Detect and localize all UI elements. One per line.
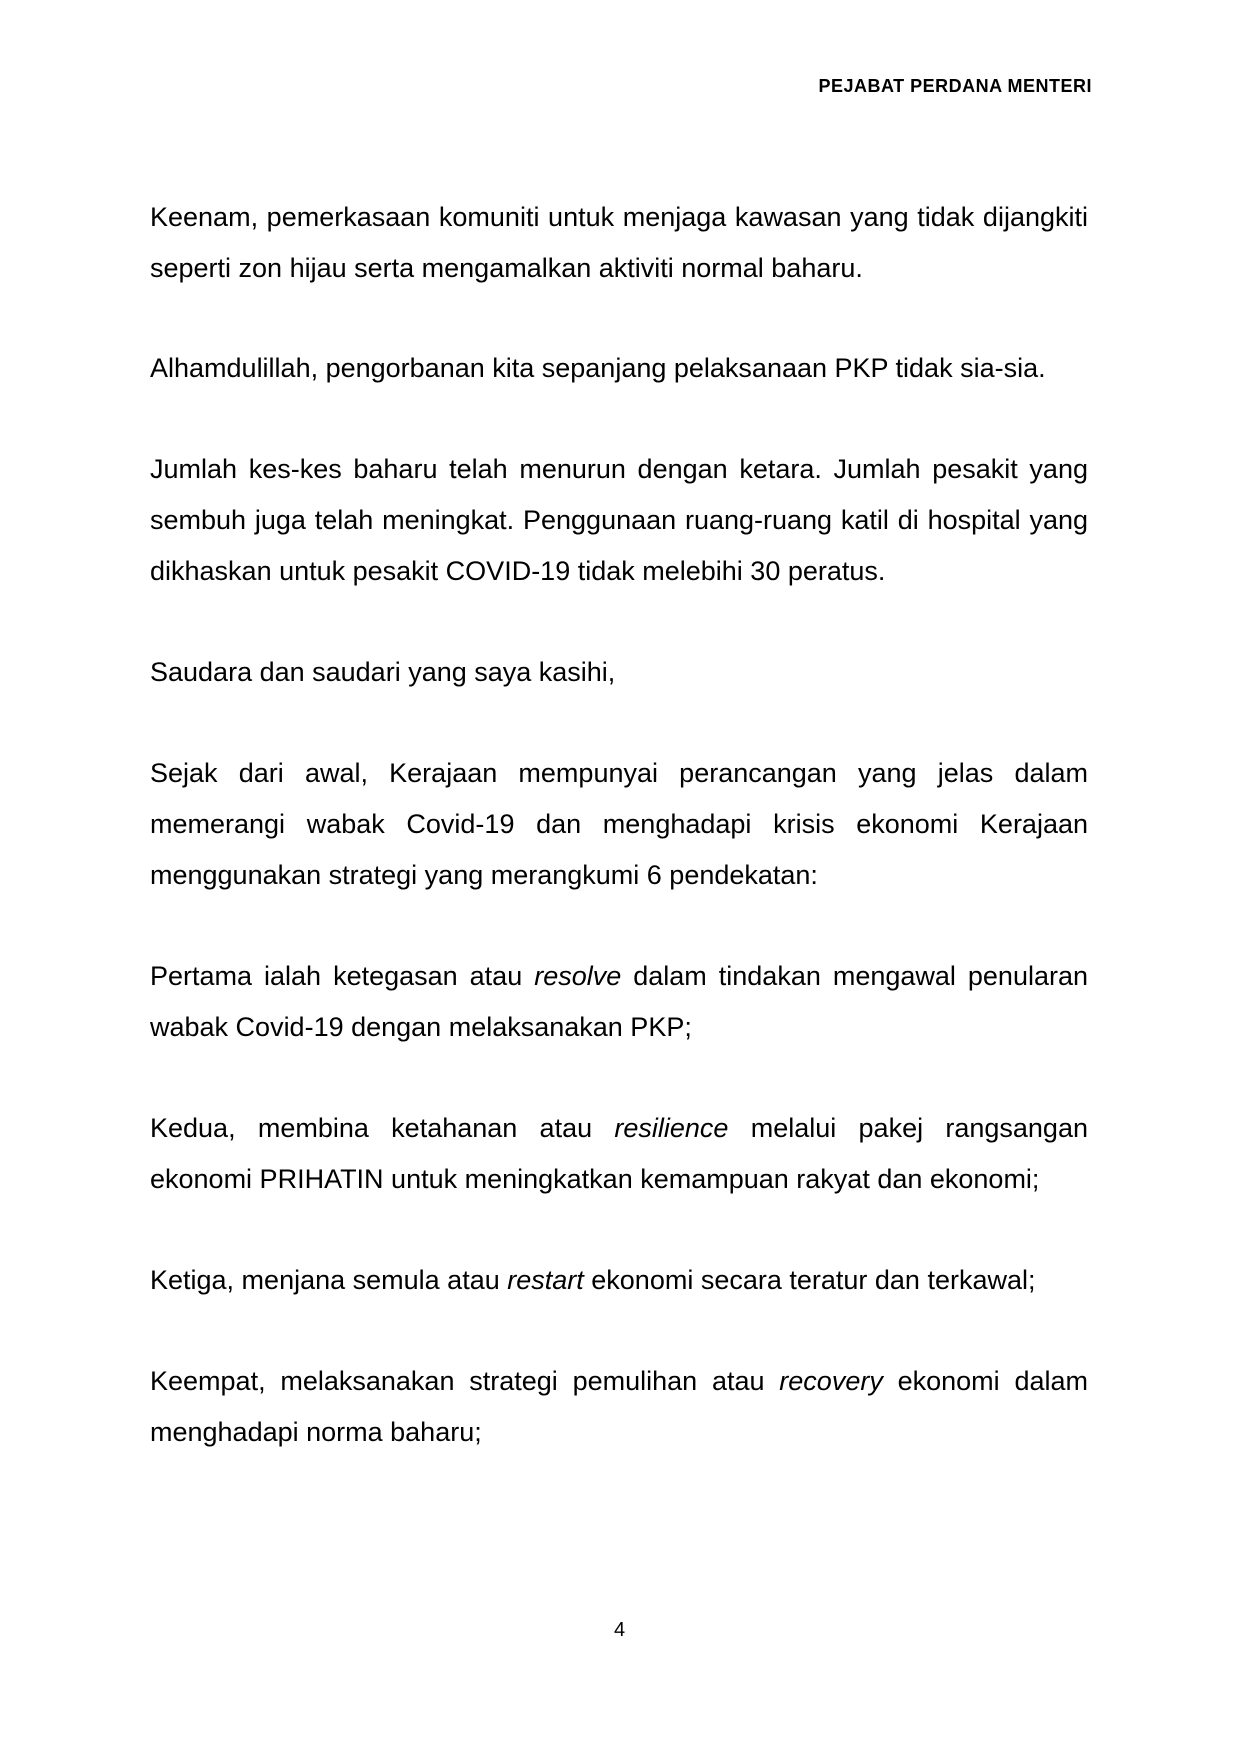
paragraph-pertama	[150, 951, 1088, 1053]
paragraph-keempat-text-before: Keempat, melaksanakan strategi pemulihan atau	[150, 1366, 780, 1396]
paragraph-saudara: Saudara dan saudari yang saya kasihi,	[150, 657, 616, 687]
paragraph-ketiga-text-before: Ketiga, menjana semula atau	[150, 1265, 508, 1295]
paragraph-ketiga-italic-term: restart	[507, 1265, 584, 1295]
paragraph-kedua-italic-term: resilience	[614, 1113, 729, 1143]
paragraph-ketiga-text-after: ekonomi secara teratur dan terkawal;	[583, 1265, 1036, 1295]
paragraph-jumlah-kes: Jumlah kes-kes baharu telah menurun dengan ketara. Jumlah pesakit yang sembuh juga telah meningkat. Penggunaan ruang-ruang katil di hospital yang dikhaskan untuk pesakit COVID-19 tidak melebihi 30 peratus.	[150, 454, 1088, 586]
paragraph-ketiga	[150, 1255, 1088, 1306]
page-number: 4	[613, 1619, 626, 1641]
paragraph-pertama-italic-term: resolve	[534, 961, 622, 991]
paragraph-keempat-italic-term: recovery	[779, 1366, 883, 1396]
paragraph-alhamdulillah: Alhamdulillah, pengorbanan kita sepanjang pelaksanaan PKP tidak sia-sia.	[150, 353, 1046, 383]
page-header-title: PEJABAT PERDANA MENTERI	[818, 76, 1092, 96]
paragraph-keenam: Keenam, pemerkasaan komuniti untuk menjaga kawasan yang tidak dijangkiti seperti zon hijau serta mengamalkan aktiviti normal baharu.	[150, 202, 1088, 283]
paragraph-keempat-text-after: ekonomi dalam menghadapi norma baharu;	[150, 1366, 1088, 1447]
paragraph-pertama-text-before: Pertama ialah ketegasan atau	[150, 961, 535, 991]
paragraph-kedua	[150, 1103, 1088, 1205]
paragraph-sejak-dari-awal: Sejak dari awal, Kerajaan mempunyai perancangan yang jelas dalam memerangi wabak Covid-19 dan menghadapi krisis ekonomi Kerajaan menggunakan strategi yang merangkumi 6 pendekatan:	[150, 758, 1088, 890]
paragraph-kedua-text-before: Kedua, membina ketahanan atau	[150, 1113, 615, 1143]
paragraph-keempat	[150, 1356, 1088, 1458]
document-body	[150, 192, 1088, 1458]
paragraph-kedua-text-after: melalui pakej rangsangan ekonomi PRIHATIN untuk meningkatkan kemampuan rakyat dan ekonomi;	[150, 1113, 1088, 1194]
paragraph-pertama-text-after: dalam tindakan mengawal penularan wabak Covid-19 dengan melaksanakan PKP;	[150, 961, 1088, 1042]
